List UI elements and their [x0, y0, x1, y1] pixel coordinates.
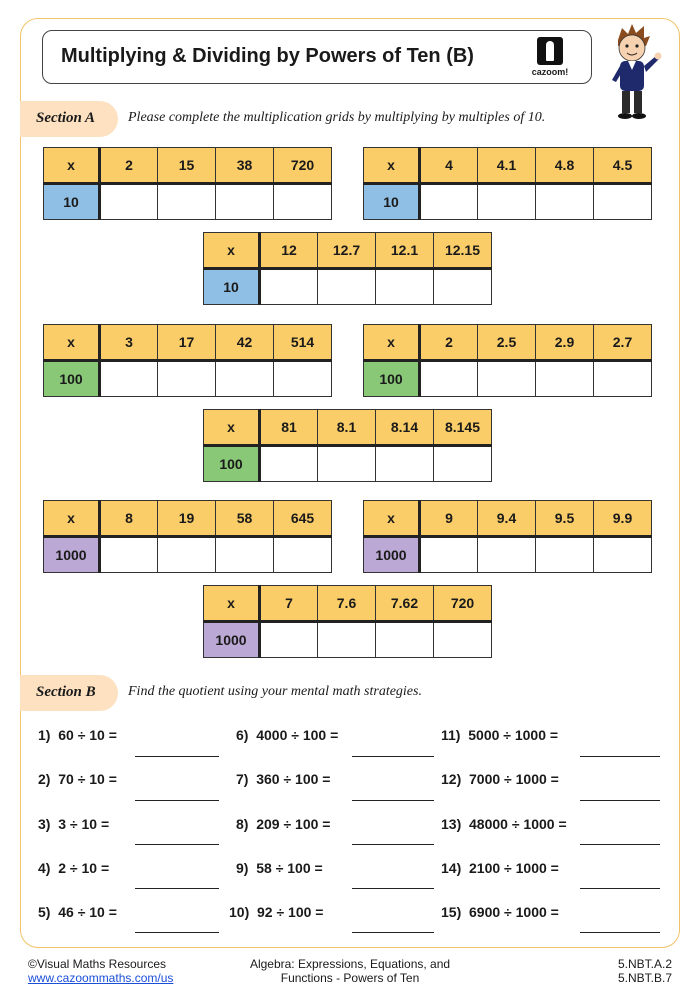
answer-cell[interactable] — [274, 184, 332, 220]
topic-line-2: Functions - Powers of Ten — [280, 971, 420, 985]
answer-cell[interactable] — [100, 537, 158, 573]
answer-cell[interactable] — [318, 269, 376, 305]
grid-value: 7.62 — [376, 586, 434, 622]
answer-cell[interactable] — [376, 622, 434, 658]
answer-line[interactable] — [135, 932, 219, 933]
logo-icon — [537, 37, 563, 65]
operator-cell: x — [44, 325, 100, 361]
section-a-label: Section A — [36, 110, 96, 126]
title-box — [42, 30, 592, 84]
answer-line[interactable] — [135, 756, 219, 757]
answer-cell[interactable] — [376, 446, 434, 482]
question-15: 15) 6900 ÷ 1000 = — [441, 904, 559, 920]
grid-value: 15 — [158, 148, 216, 184]
question-3: 3) 3 ÷ 10 = — [38, 816, 110, 832]
multiplier-cell: 100 — [364, 361, 420, 397]
answer-cell[interactable] — [478, 537, 536, 573]
answer-cell[interactable] — [594, 537, 652, 573]
grid-value: 8.1 — [318, 410, 376, 446]
grid-value: 4.1 — [478, 148, 536, 184]
multiplication-grid — [203, 232, 492, 305]
answer-cell[interactable] — [260, 269, 318, 305]
answer-cell[interactable] — [536, 184, 594, 220]
grid-value: 19 — [158, 501, 216, 537]
grid-value: 38 — [216, 148, 274, 184]
question-4: 4) 2 ÷ 10 = — [38, 860, 110, 876]
grid-value: 3 — [100, 325, 158, 361]
multiplier-cell: 10 — [364, 184, 420, 220]
footer-topic — [200, 957, 500, 985]
answer-line[interactable] — [135, 800, 219, 801]
section-a-instruction: Please complete the multiplication grids by multiplying by multiples of 10. — [128, 110, 546, 125]
answer-cell[interactable] — [158, 184, 216, 220]
multiplication-grid — [43, 500, 332, 573]
multiplication-grid — [203, 585, 492, 658]
answer-line[interactable] — [352, 932, 434, 933]
grid-value: 645 — [274, 501, 332, 537]
grid-value: 42 — [216, 325, 274, 361]
operator-cell: x — [364, 325, 420, 361]
copyright-text: ©Visual Maths Resources — [28, 957, 167, 971]
answer-cell[interactable] — [158, 537, 216, 573]
section-b-instruction: Find the quotient using your mental math strategies. — [128, 684, 422, 699]
answer-cell[interactable] — [318, 446, 376, 482]
answer-cell[interactable] — [216, 361, 274, 397]
grid-value: 17 — [158, 325, 216, 361]
cazoom-logo — [521, 37, 579, 81]
grid-value: 7 — [260, 586, 318, 622]
answer-cell[interactable] — [478, 361, 536, 397]
question-12: 12) 7000 ÷ 1000 = — [441, 771, 559, 787]
answer-cell[interactable] — [216, 184, 274, 220]
answer-cell[interactable] — [420, 184, 478, 220]
answer-line[interactable] — [352, 800, 434, 801]
grid-value: 12.7 — [318, 233, 376, 269]
grid-value: 8.145 — [434, 410, 492, 446]
question-14: 14) 2100 ÷ 1000 = — [441, 860, 559, 876]
answer-cell[interactable] — [100, 184, 158, 220]
answer-cell[interactable] — [420, 537, 478, 573]
question-5: 5) 46 ÷ 10 = — [38, 904, 117, 920]
multiplier-cell: 100 — [204, 446, 260, 482]
answer-line[interactable] — [580, 756, 660, 757]
grid-value: 9.9 — [594, 501, 652, 537]
question-2: 2) 70 ÷ 10 = — [38, 771, 117, 787]
answer-cell[interactable] — [536, 361, 594, 397]
answer-cell[interactable] — [594, 184, 652, 220]
grid-value: 12 — [260, 233, 318, 269]
answer-cell[interactable] — [536, 537, 594, 573]
grid-value: 9.4 — [478, 501, 536, 537]
question-13: 13) 48000 ÷ 1000 = — [441, 816, 567, 832]
question-7: 7) 360 ÷ 100 = — [236, 771, 331, 787]
answer-cell[interactable] — [100, 361, 158, 397]
answer-cell[interactable] — [216, 537, 274, 573]
footer-standards — [580, 957, 672, 985]
grid-value: 12.1 — [376, 233, 434, 269]
multiplication-grid — [363, 500, 652, 573]
multiplier-cell: 1000 — [204, 622, 260, 658]
answer-cell[interactable] — [420, 361, 478, 397]
operator-cell: x — [364, 501, 420, 537]
standard-1: 5.NBT.A.2 — [617, 957, 672, 971]
answer-line[interactable] — [135, 844, 219, 845]
grid-value: 2.5 — [478, 325, 536, 361]
grid-value: 4.5 — [594, 148, 652, 184]
operator-cell: x — [44, 501, 100, 537]
answer-line[interactable] — [352, 844, 434, 845]
footer-left — [28, 957, 173, 985]
answer-line[interactable] — [580, 888, 660, 889]
grid-value: 8.14 — [376, 410, 434, 446]
multiplication-grid — [203, 409, 492, 482]
answer-cell[interactable] — [260, 446, 318, 482]
grid-value: 514 — [274, 325, 332, 361]
topic-line-1: Algebra: Expressions, Equations, and — [249, 957, 451, 971]
mascot-illustration — [600, 22, 664, 122]
website-link[interactable]: www.cazoommaths.com/us — [28, 971, 174, 985]
answer-cell[interactable] — [434, 269, 492, 305]
answer-cell[interactable] — [158, 361, 216, 397]
grid-value: 58 — [216, 501, 274, 537]
grid-value: 2 — [420, 325, 478, 361]
grid-value: 7.6 — [318, 586, 376, 622]
answer-cell[interactable] — [274, 537, 332, 573]
answer-cell[interactable] — [434, 446, 492, 482]
grid-value: 4 — [420, 148, 478, 184]
multiplier-cell: 1000 — [364, 537, 420, 573]
answer-cell[interactable] — [376, 269, 434, 305]
grid-value: 81 — [260, 410, 318, 446]
multiplier-cell: 10 — [204, 269, 260, 305]
answer-line[interactable] — [580, 932, 660, 933]
multiplication-grid — [43, 324, 332, 397]
answer-line[interactable] — [580, 800, 660, 801]
answer-line[interactable] — [352, 888, 434, 889]
grid-value: 9.5 — [536, 501, 594, 537]
operator-cell: x — [44, 148, 100, 184]
question-6: 6) 4000 ÷ 100 = — [236, 727, 339, 743]
question-11: 11) 5000 ÷ 1000 = — [441, 727, 559, 743]
logo-text: cazoom! — [531, 67, 569, 77]
standard-2: 5.NBT.B.7 — [617, 971, 672, 985]
section-b-tab — [20, 675, 118, 711]
multiplication-grid — [363, 147, 652, 220]
multiplier-cell: 10 — [44, 184, 100, 220]
grid-value: 720 — [274, 148, 332, 184]
answer-cell[interactable] — [274, 361, 332, 397]
answer-cell[interactable] — [318, 622, 376, 658]
grid-value: 2.9 — [536, 325, 594, 361]
grid-value: 720 — [434, 586, 492, 622]
operator-cell: x — [204, 233, 260, 269]
answer-cell[interactable] — [478, 184, 536, 220]
multiplication-grid — [363, 324, 652, 397]
question-8: 8) 209 ÷ 100 = — [236, 816, 331, 832]
answer-cell[interactable] — [434, 622, 492, 658]
operator-cell: x — [364, 148, 420, 184]
grid-value: 8 — [100, 501, 158, 537]
question-10: 10) 92 ÷ 100 = — [229, 904, 324, 920]
answer-line[interactable] — [580, 844, 660, 845]
question-1: 1) 60 ÷ 10 = — [38, 727, 117, 743]
section-a-tab — [20, 101, 118, 137]
grid-value: 2.7 — [594, 325, 652, 361]
answer-line[interactable] — [352, 756, 434, 757]
operator-cell: x — [204, 586, 260, 622]
grid-value: 2 — [100, 148, 158, 184]
grid-value: 9 — [420, 501, 478, 537]
multiplier-cell: 100 — [44, 361, 100, 397]
question-9: 9) 58 ÷ 100 = — [236, 860, 323, 876]
multiplier-cell: 1000 — [44, 537, 100, 573]
multiplication-grid — [43, 147, 332, 220]
answer-line[interactable] — [135, 888, 219, 889]
operator-cell: x — [204, 410, 260, 446]
worksheet-title: Multiplying & Dividing by Powers of Ten (B) — [61, 45, 474, 67]
answer-cell[interactable] — [594, 361, 652, 397]
grid-value: 12.15 — [434, 233, 492, 269]
section-b-label: Section B — [36, 684, 96, 700]
grid-value: 4.8 — [536, 148, 594, 184]
answer-cell[interactable] — [260, 622, 318, 658]
